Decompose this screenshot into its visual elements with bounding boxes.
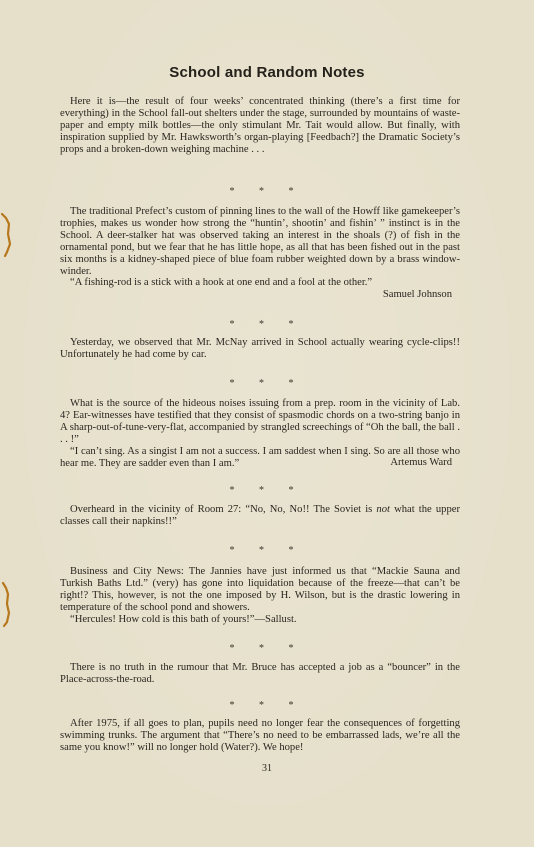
emphasis-text: not [376, 504, 390, 515]
note-city-news [60, 566, 460, 626]
note-text: The traditional Prefect’s custom of pinning lines to the wall of the Howff like gamekeeper’s trophies, makes us wonder how strong the “huntin’, shootin’ and fishin’ ” instinct is in the School. A deer-stalker hat was observed taking an interest in the shoals (?) of fish in the ornamental pond, but we fear that he has little hope, as all that has been fished out in the past six months is a kidney-shaped piece of blue foam rubber weighted down by a brass window-winder. [60, 206, 460, 277]
note-cycle-clips [60, 337, 460, 361]
note-text: There is no truth in the rumour that Mr. Bruce has accepted a job as a “bouncer” in the Place-across-the-road. [60, 662, 460, 685]
note-text [60, 504, 460, 528]
note-hideous-noises [60, 398, 460, 469]
separator-4: * * * [229, 485, 305, 496]
note-text: Yesterday, we observed that Mr. McNay arrived in School actually wearing cycle-clips!! Unfortunately he had come by car. [60, 337, 460, 360]
note-text: What is the source of the hideous noises issuing from a prep. room in the vicinity of Lab. 4? Ear-witnesses have testified that they consist of spasmodic chords on a two-string banjo in A sharp-out-of-tune-very-flat, accompanied by strangled screechings of “Oh the ball, the ball . . . !” [60, 398, 460, 445]
note-prefect-custom [60, 206, 460, 301]
page-title: School and Random Notes [169, 64, 365, 81]
note-text: Business and City News: The Jannies have just informed us that “Mackie Sauna and Turkish Baths Ltd.” (very) has gone into liquidation because of the freeze—that can’t be right!? This, however, is not the one imposed by H. Wilson, but is the drastic lowering in temperature of the school pond and showers. [60, 566, 460, 613]
note-text: After 1975, if all goes to plan, pupils need no longer fear the consequences of forgetting swimming trunks. The argument that “There’s no need to be embarrassed lads, we’re all the same you know!” will no longer hold (Water?). We hope! [60, 718, 460, 753]
separator-5: * * * [229, 545, 305, 556]
separator-6: * * * [229, 643, 305, 654]
separator-3: * * * [229, 378, 305, 389]
quote-text: “I can’t sing. As a singist I am not a success. I am saddest when I sing. So are all those who hear me. They are sadder even than I am.” [60, 445, 460, 469]
separator-7: * * * [229, 700, 305, 711]
quote-text: “Hercules! How cold is this bath of yours!”—Sallust. [70, 613, 297, 625]
binding-mark-upper [0, 210, 12, 260]
note-bouncer [60, 662, 460, 686]
note-swimming-trunks [60, 718, 460, 754]
note-text-part: Overheard in the vicinity of Room 27: “No, No, No!! The Soviet is [70, 504, 377, 515]
separator-2: * * * [229, 319, 305, 330]
note-fallout-shelters [60, 96, 460, 156]
note-room-27 [60, 504, 460, 528]
quote-text: “A fishing-rod is a stick with a hook at one end and a fool at the other.” [70, 277, 373, 289]
page-number: 31 [262, 763, 272, 774]
separator-1: * * * [229, 186, 305, 197]
note-text: Here it is—the result of four weeks’ concentrated thinking (there’s a first time for everything) in the School fall-out shelters under the stage, surrounded by mountains of waste-paper and empty milk bottles—the only stimulant Mr. Tait would allow. But finally, with inspiration supplied by Mr. Hawksworth’s organ-playing [Feedbach?] the Dramatic Society’s props and a broken-down weighing machine . . . [60, 96, 460, 155]
quote-author: Artemus Ward [390, 457, 452, 469]
binding-mark-lower [0, 580, 12, 630]
quote-author: Samuel Johnson [382, 289, 452, 301]
note-text-part: what the upper classes call their napkins!!” [60, 504, 460, 527]
